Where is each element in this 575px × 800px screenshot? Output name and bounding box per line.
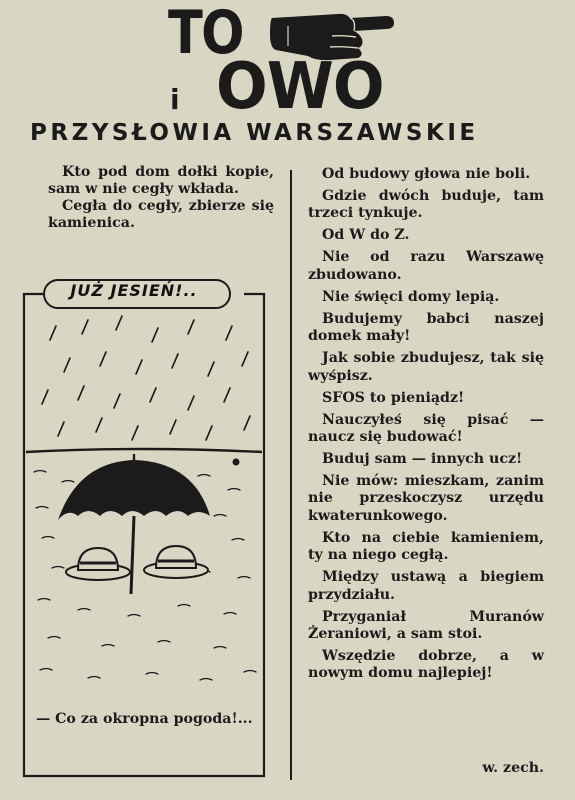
proverb-2: Gdzie dwóch buduje, tam trzeci tynkuje. bbox=[308, 188, 544, 222]
title-to: TO bbox=[168, 0, 243, 68]
proverb-6: Budujemy babci naszej domek mały! bbox=[308, 310, 544, 345]
proverb-12: Kto na ciebie kamieniem, ty na niego cegłą. bbox=[308, 529, 544, 564]
cartoon-label: JUŻ JESIEŃ!.. bbox=[70, 281, 198, 300]
cartoon-drawing bbox=[18, 276, 270, 780]
author-signature: w. zech. bbox=[482, 760, 544, 776]
proverb-8: SFOS to pieniądz! bbox=[322, 389, 465, 406]
left-column bbox=[48, 164, 274, 232]
proverb-10: Buduj sam — innych ucz! bbox=[322, 451, 523, 468]
left-paragraph-1: Kto pod dom dołki kopie, sam w nie cegły wkłada. bbox=[48, 164, 274, 197]
cartoon bbox=[18, 276, 270, 780]
proverb-13: Między ustawą a biegiem przydziału. bbox=[308, 569, 544, 603]
proverb-9: Nauczyłeś się pisać — naucz się budować! bbox=[308, 411, 544, 446]
title-owo: OWO bbox=[216, 50, 384, 124]
left-paragraph-2: Cegła do cegły, zbierze się kamienica. bbox=[48, 198, 274, 231]
proverb-7: Jak sobie zbudujesz, tak się wyśpisz. bbox=[308, 350, 544, 384]
proverb-4: Nie od razu Warszawę zbudowano. bbox=[308, 249, 544, 283]
proverb-5: Nie święci domy lepią. bbox=[322, 288, 500, 305]
proverb-14: Przyganiał Muranów Żeraniowi, a sam stoi. bbox=[308, 608, 544, 643]
proverb-1: Od budowy głowa nie boli. bbox=[322, 166, 531, 182]
proverb-11: Nie mów: mieszkam, zanim nie przeskoczysz urzędu kwaterunkowego. bbox=[308, 473, 544, 524]
cartoon-caption: — Co za okropna pogoda!... bbox=[36, 711, 253, 727]
subtitle: PRZYSŁOWIA WARSZAWSKIE bbox=[30, 120, 479, 146]
title-i: i bbox=[170, 83, 180, 116]
right-column bbox=[308, 166, 544, 687]
proverb-3: Od W do Z. bbox=[322, 227, 410, 244]
proverb-15: Wszędzie dobrze, a w nowym domu najlepiej! bbox=[308, 648, 544, 682]
column-divider bbox=[290, 170, 292, 780]
